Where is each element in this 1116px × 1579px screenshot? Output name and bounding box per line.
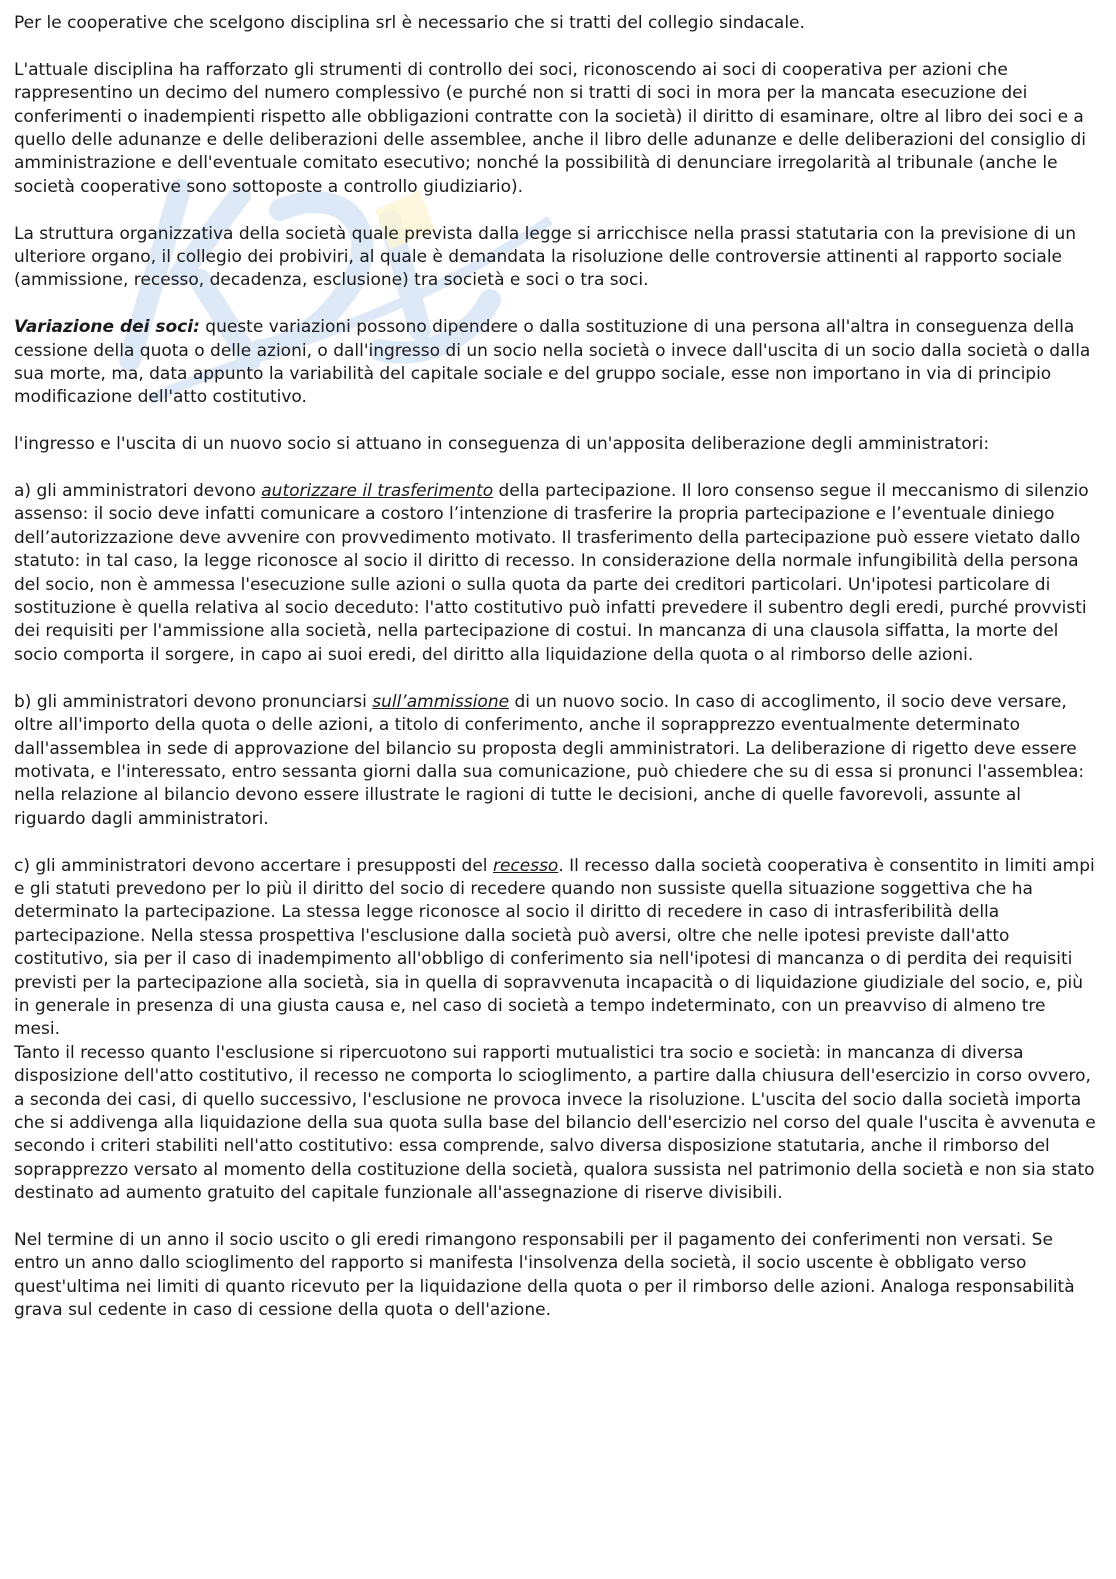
section-heading-variazione-soci: Variazione dei soci: xyxy=(14,317,200,338)
paragraph-ingresso-uscita: l'ingresso e l'uscita di un nuovo socio si attuano in conseguenza di un'apposita deliberazione degli amministratori: xyxy=(14,434,990,455)
paragraph-b-lead: b) gli amministratori devono pronunciarsi xyxy=(14,691,373,712)
paragraph-c-recesso xyxy=(14,855,1096,1042)
paragraph-struttura-organizzativa: La struttura organizzativa della società quale prevista dalla legge si arricchisce nella prassi statutaria con la previsione di un ulteriore organo, il collegio dei probiviri, al quale è demandata la risoluzione delle controversie attinenti al rapporto sociale (ammissione, recesso, decadenza, esclusione) tra società e soci o tra soci. xyxy=(14,223,1077,291)
paragraph-b-body: di un nuovo socio. In caso di accoglimento, il socio deve versare, oltre all'importo della quota o delle azioni, a titolo di conferimento, anche il soprapprezzo eventualmente determinato dall'assemblea in sede di approvazione del bilancio su proposta degli amministratori. La deliberazione di rigetto deve essere motivata, e l'interessato, entro sessanta giorni dalla sua comunicazione, può chiedere che su di essa si pronunci l'assemblea: nella relazione al bilancio devono essere illustrate le ragioni di tutte le decisioni, anche di quelle favorevoli, assunte al riguardo dagli amministratori. xyxy=(14,691,1085,829)
paragraph-responsabilita-socio-uscito: Nel termine di un anno il socio uscito o gli eredi rimangono responsabili per il pagamento dei conferimenti non versati. Se entro un anno dallo scioglimento del rapporto si manifesta l'insolvenza della società, il socio uscente è obbligato verso quest'ultima nei limiti di quanto ricevuto per la liquidazione della quota o per il rimborso delle azioni. Analoga responsabilità grava sul cedente in caso di cessione della quota o dell'azione. xyxy=(14,1230,1075,1321)
paragraph-collegio-sindacale: Per le cooperative che scelgono disciplina srl è necessario che si tratti del collegio sindacale. xyxy=(14,13,805,33)
paragraph-effetti-recesso-esclusione: Tanto il recesso quanto l'esclusione si ripercuotono sui rapporti mutualistici tra socio e società: in mancanza di diversa disposizione dell'atto costitutivo, il recesso ne comporta lo scioglimento, a partire dalla chiusura dell'esercizio in corso ovvero, a seconda dei casi, di quello successivo, l'esclusione ne provoca invece la risoluzione. L'uscita del socio dalla società importa che si addivenga alla liquidazione della sua quota sulla base del bilancio dell'esercizio nel corso del quale l'uscita è avvenuta e secondo i criteri stabiliti nell'atto costitutivo: essa comprende, salvo diversa disposizione statutaria, anche il rimborso del soprapprezzo versato al momento della costituzione della società, qualora sussista nel patrimonio della società e non sia stato destinato ad aumento gratuito del capitale funzionale all'assegnazione di riserve divisibili. xyxy=(14,1042,1096,1204)
paragraph-c-lead: c) gli amministratori devono accertare i presupposti del xyxy=(14,855,493,876)
paragraph-variazione-soci xyxy=(14,316,1096,410)
document-page xyxy=(14,12,1096,1346)
paragraph-a-body: della partecipazione. Il loro consenso segue il meccanismo di silenzio assenso: il socio deve infatti comunicare a costoro l’intenzione di trasferire la propria partecipazione e l’eventuale diniego dell’autorizzazione deve avvenire con provvedimento motivato. Il trasferimento della partecipazione può essere vietato dallo statuto: in tal caso, la legge riconosce al socio il diritto di recesso. In considerazione della normale infungibilità della persona del socio, non è ammessa l'esecuzione sulle azioni o sulla quota da parte dei creditori particolari. Un'ipotesi particolare di sostituzione è quella relativa al socio deceduto: l'atto costitutivo può infatti prevedere il subentro degli eredi, purché provvisti dei requisiti per l'ammissione alla società, nella partecipazione di costui. In mancanza di una clausola siffatta, la morte del socio comporta il sorgere, in capo ai suoi eredi, del diritto alla liquidazione della quota o al rimborso delle azioni. xyxy=(14,481,1089,665)
term-ammissione: sull’ammissione xyxy=(372,691,510,712)
term-recesso: recesso xyxy=(492,855,559,876)
term-autorizzare-trasferimento: autorizzare il trasferimento xyxy=(261,481,494,502)
paragraph-controllo-soci: L'attuale disciplina ha rafforzato gli strumenti di controllo dei soci, riconoscendo ai soci di cooperativa per azioni che rappresentino un decimo del numero complessivo (e purché non si tratti di soci in mora per la mancata esecuzione dei conferimenti o inadempienti rispetto alle obbligazioni contratte con la società) il diritto di esaminare, oltre al libro dei soci e a quello delle adunanze e delle deliberazioni delle assemblee, anche il libro delle adunanze e delle deliberazioni del consiglio di amministrazione e dell'eventuale comitato esecutivo; nonché la possibilità di denunciare irregolarità al tribunale (anche le società cooperative sono sottoposte a controllo giudiziario). xyxy=(14,59,1086,197)
paragraph-c-body: . Il recesso dalla società cooperativa è consentito in limiti ampi e gli statuti prevedono per lo più il diritto del socio di recedere quando non sussiste quella situazione soggettiva che ha determinato la partecipazione. La stessa legge riconosce al socio il diritto di recedere in caso di intrasferibilità della partecipazione. Nella stessa prospettiva l'esclusione dalla società può aversi, oltre che nelle ipotesi previste dall'atto costitutivo, sia per il caso di inadempimento all'obbligo di conferimento sia nell'ipotesi di mancanza o di perdita dei requisiti previsti per la partecipazione alla società, sia in quella di sopravvenuta incapacità o di liquidazione giudiziale del socio, e, più in generale in presenza di una giusta causa e, nel caso di società a tempo indeterminato, con un preavviso di almeno tre mesi. xyxy=(14,855,1095,1040)
paragraph-a-trasferimento xyxy=(14,480,1096,667)
paragraph-b-ammissione xyxy=(14,691,1096,831)
paragraph-variazione-soci-body: queste variazioni possono dipendere o dalla sostituzione di una persona all'altra in conseguenza della cessione della quota o delle azioni, o dall'ingresso di un socio nella società o invece dall'uscita di un socio dalla società o dalla sua morte, ma, data appunto la variabilità del capitale sociale e del gruppo sociale, esse non importano in via di principio modificazione dell'atto costitutivo. xyxy=(14,317,1091,408)
paragraph-a-lead: a) gli amministratori devono xyxy=(14,481,262,502)
